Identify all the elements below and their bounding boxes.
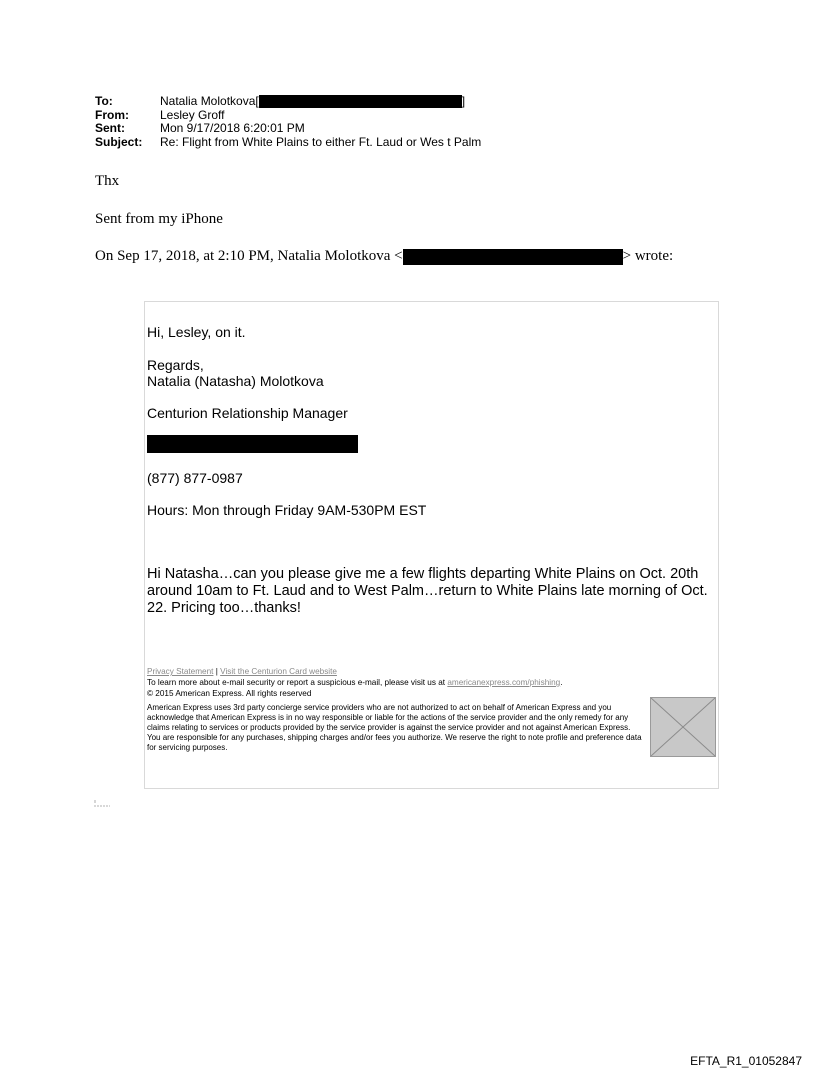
document-id: EFTA_R1_01052847 (690, 1054, 802, 1068)
image-placeholder (650, 697, 716, 757)
quoted-regards: Regards, (147, 357, 204, 373)
reply-signature: Sent from my iPhone (95, 211, 223, 227)
to-name: Natalia Molotkova[ (160, 94, 259, 108)
header-subject-row (95, 136, 481, 150)
privacy-statement-link[interactable]: Privacy Statement (147, 667, 214, 676)
subject-label: Subject: (95, 134, 143, 149)
footer-copyright: © 2015 American Express. All rights reserved (147, 689, 312, 698)
footer-security-line (147, 678, 562, 688)
to-label: To: (95, 94, 113, 108)
quoted-greeting: Hi, Lesley, on it. (147, 324, 246, 340)
footer-separator: | (215, 667, 218, 676)
attribution-suffix: > wrote: (622, 248, 674, 264)
reply-text: Thx (95, 173, 120, 189)
quoted-phone: (877) 877-0987 (147, 470, 243, 486)
to-value (160, 95, 465, 109)
header-from-row (95, 109, 481, 123)
header-sent-row (95, 122, 481, 136)
subject-value: Re: Flight from White Plains to either Ft. Laud or Wes t Palm (160, 134, 482, 149)
email-headers (95, 95, 481, 149)
footer-legal-text: American Express uses 3rd party concierge service providers who are not authorized to act on behalf of American Express and you acknowledge that American Express is in no way responsible or liable for the actions of the service provider and the only remedy for any claims relating to services or products provided by the service provider is against the service provider and not against American Express. You are responsible for any purchases, shipping charges and/or fees you authorize. We reserve the right to note profile and preference data for servicing purposes. (147, 703, 642, 752)
security-suffix: . (560, 678, 563, 687)
footer-links (147, 667, 337, 677)
quoted-hours: Hours: Mon through Friday 9AM-530PM EST (147, 502, 427, 518)
attribution-prefix: On Sep 17, 2018, at 2:10 PM, Natalia Molotkova < (95, 248, 403, 264)
original-request-text: Hi Natasha…can you please give me a few flights departing White Plains on Oct. 20th around 10am to Ft. Laud and to West Palm…return to White Plains late morning of Oct. 22. Pricing too…thanks! (147, 566, 708, 616)
redaction-bar (259, 95, 462, 108)
broken-image-icon (651, 698, 715, 756)
redaction-bar (403, 249, 623, 265)
quoted-sender-name: Natalia (Natasha) Molotkova (147, 373, 324, 389)
quote-attribution (95, 248, 673, 265)
centurion-website-link[interactable]: Visit the Centurion Card website (220, 667, 337, 676)
quoted-sender-title: Centurion Relationship Manager (147, 405, 348, 421)
phishing-link[interactable]: americanexpress.com/phishing (447, 678, 561, 687)
to-close-bracket: ] (461, 94, 466, 108)
redaction-bar (147, 435, 358, 453)
sent-label: Sent: (95, 121, 125, 135)
scan-mark (94, 800, 110, 810)
sent-value: Mon 9/17/2018 6:20:01 PM (160, 121, 305, 135)
from-value: Lesley Groff (160, 107, 225, 122)
header-to-row (95, 95, 481, 109)
from-label: From: (95, 107, 129, 122)
security-text: To learn more about e-mail security or report a suspicious e-mail, please visit us at (147, 678, 446, 687)
scan-artifact-icon (94, 800, 110, 808)
